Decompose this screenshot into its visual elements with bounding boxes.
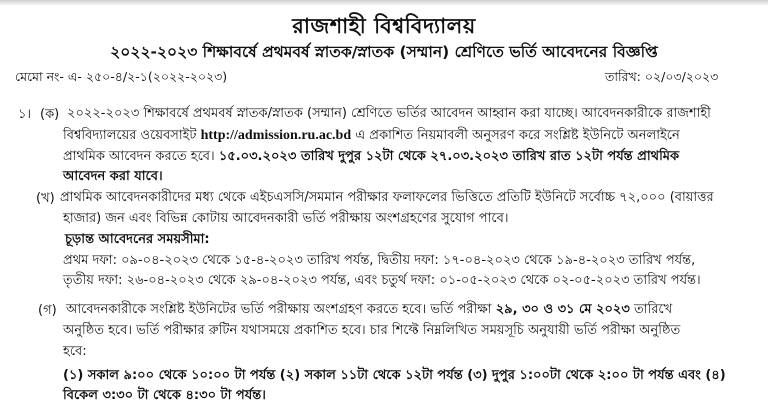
section-number: ১।	[18, 107, 32, 122]
clause-ka-line2	[63, 126, 758, 145]
clause-ka-line3	[63, 147, 758, 166]
final-deadline-heading: চূড়ান্ত আবেদনের সময়সীমা:	[65, 232, 210, 247]
phase-dates-line2: তৃতীয় দফা: ২৬-০৪-২০২৩ থেকে ২৯-০৪-২০২৩ পর্যন্ত, এবং চতুর্থ দফা: ০১-০৫-২০২৩ থেকে ০২-০৫-২০২৩ তারিখ পর্যন্ত।	[63, 273, 701, 288]
memo-number: মেমো নং- এ- ২৫০-৪/২-১(২০২২-২০২৩)	[15, 69, 228, 84]
preliminary-apply-text: প্রাথমিক আবেদন করতে হবে।	[63, 149, 215, 164]
clause-ga-line1	[66, 300, 760, 319]
clause-ka-line4: আবেদন করা যাবে।	[63, 169, 163, 184]
admission-website-link[interactable]: http://admission.ru.ac.bd	[200, 128, 352, 143]
university-title: রাজশাহী বিশ্ববিদ্যালয়	[292, 14, 476, 38]
exam-participation-text: আবেদনকারীকে সংশ্লিষ্ট ইউনিটের ভর্তি পরীক্ষায় অংশগ্রহণ করতে হবে। ভর্তি পরীক্ষা	[66, 302, 492, 317]
clause-ga-line2: অনুষ্ঠিত হবে। ভর্তি পরীক্ষার রুটিন যথাসময়ে প্রকাশিত হবে। চার শিফ্টে নিম্নলিখিত সময়সূচি অনুযায়ী ভর্তি পরীক্ষা অনুষ্ঠিত	[63, 323, 681, 338]
exam-shifts-line2: বিকেল ৩:৩০ টা থেকে ৪:৩০ টা পর্যন্ত।	[63, 388, 266, 403]
exam-dates-suffix: তারিখে	[633, 302, 673, 317]
clause-label-kha: (খ)	[36, 191, 55, 206]
clause-label-ga: (গ)	[38, 303, 57, 318]
application-window: ১৫.০৩.২০২৩ তারিখ দুপুর ১২টা থেকে ২৭.০৩.২০২৩ তারিখ রাত ১২টা পর্যন্ত প্রাথমিক	[218, 149, 680, 164]
clause-kha-line2: হাজার) জন এবং বিভিন্ন কোটায় আবেদনকারী ভর্তি পরীক্ষায় অংশগ্রহণের সুযোগ পাবে।	[63, 211, 509, 226]
clause-ka	[67, 104, 757, 123]
website-label: বিশ্ববিদ্যালয়ের ওয়েবসাইট	[63, 128, 197, 143]
clause-ka-line1: ২০২২-২০২৩ শিক্ষাবর্ষে প্রথমবর্ষ স্নাতক/স্নাতক (সম্মান) শ্রেণিতে ভর্তির আবেদন আহ্বান করা যাচ্ছে। আবেদনকারীকে রাজশাহী	[67, 106, 711, 121]
phase-dates-line1: প্রথম দফা: ০৯-০৪-২০২৩ থেকে ১৫-৪-২০২৩ তারিখ পর্যন্ত, দ্বিতীয় দফা: ১৭-০৪-২০২৩ থেকে ১৯-৪-২০২৩ তারিখ পর্যন্ত,	[63, 253, 696, 268]
notice-date: তারিখ: ০২/০৩/২০২৩	[605, 69, 719, 84]
clause-ga-line3: হবে:	[63, 344, 87, 359]
exam-dates: ২৯, ৩০ ও ৩১ মে ২০২৩	[495, 302, 630, 317]
exam-shifts-line1: (১) সকাল ৯:০০ থেকে ১০:০০ টা পর্যন্ত (২) সকাল ১১টা থেকে ১২টা পর্যন্ত (৩) দুপুর ১:০০টা থেকে ২:০০ টা পর্যন্ত এবং (৪)	[63, 368, 726, 383]
clause-kha-line1: প্রাথমিক আবেদনকারীদের মধ্য থেকে এইচএসসি/সমমান পরীক্ষার ফলাফলের ভিত্তিতে প্রতিটি ইউনিটে সর্বোচ্চ ৭২,০০০ (বায়াত্তর	[60, 190, 714, 205]
notice-subtitle: ২০২২-২০২৩ শিক্ষাবর্ষে প্রথমবর্ষ স্নাতক/স্নাতক (সম্মান) শ্রেণিতে ভর্তি আবেদনের বিজ্ঞপ্তি	[110, 43, 658, 61]
clause-label-ka: (ক)	[40, 107, 60, 122]
website-instruction: এ প্রকাশিত নিয়মাবলী অনুসরণ করে সংশ্লিষ্ট ইউনিটে অনলাইনে	[355, 128, 680, 143]
